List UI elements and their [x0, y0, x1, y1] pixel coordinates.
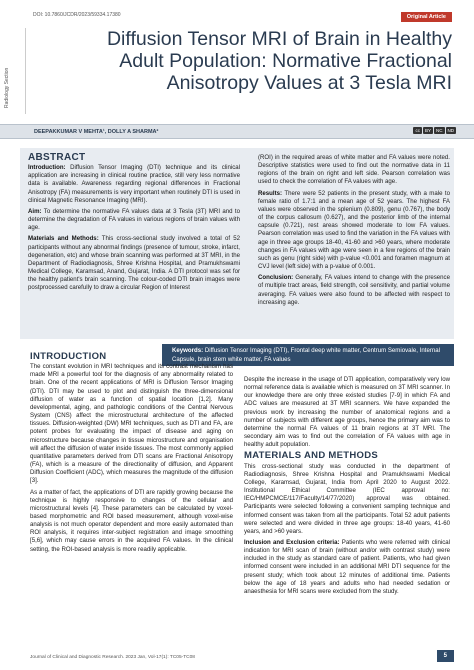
body-right-column	[244, 376, 450, 599]
paragraph-text: Diffusion Tensor Imaging (DTI) technique and its clinical application are increasing in clinical routine practice, still very less normative data is available. Awareness regarding regional differences in Fractional Anisotropy (FA) measurements is very important when routinely DTI is used in clinical Magnetic Resonance Imaging (MRI).	[28, 164, 240, 204]
page-number: 5	[437, 650, 454, 662]
title-line: Anisotropy Values at 3 Tesla MRI	[166, 72, 452, 94]
paragraph-text: Generally, FA values intend to change with the presence of multiple tract areas, field strength, coil sensitivity, and partial volume averaging. FA values were also found to be affected with respect to increasing age.	[258, 274, 450, 306]
abstract-paragraph	[258, 190, 450, 272]
author-bar	[0, 124, 474, 139]
body-paragraph: As a matter of fact, the applications of DTI are rapidly growing because the technique is highly responsive to changes of the cellular and microstructural levels [4]. These parameters can be calculated by voxel-based morphometric and ROI based measurement, although voxel-wise analysis is not much operator dependent and more easily automated than ROI analysis, it requires inter-subject registration and image smoothing [5,6], which may cause errors in the acquired FA values. In the clinical setting, the ROI-based analysis is more readily applicable.	[30, 488, 233, 553]
cc-icon: cc	[415, 128, 420, 133]
paragraph-text: This cross-sectional study was conducted in the department of Radiodiagnosis, Shree Krishna Hospital and Pramukhswami Medical College, Karamsad, Gujarat, India from April 2020 to August 2022. Institutional Ethical Committee (IEC approval no: IEC/HMPCMCE/117/Faculty/14/77/2020) approval was obtained. Participants were selected following a convenient sampling technique and informed consent was taken from all the participants. Total 52 adult patients were selected and were divided in three age groups: 18-40 years, 41-60 years, and >60 years.	[244, 462, 450, 535]
keywords-label: Keywords:	[172, 347, 204, 354]
abstract-paragraph	[28, 208, 240, 232]
paragraph-text: To determine the normative FA values data at 3 Tesla (3T) MRI and to determine the degradation of FA values in various regions of brain values with age.	[28, 207, 240, 232]
paragraph-label: Introduction:	[28, 164, 66, 172]
abstract-paragraph	[258, 274, 450, 307]
paragraph-label: Materials and Methods:	[28, 235, 99, 243]
doi-text: DOI: 10.7860/JCDR/2023/59334.17380	[33, 12, 121, 18]
section-label: Radiology Section	[4, 67, 10, 108]
abstract-left-column	[28, 154, 240, 296]
body-left-column	[30, 352, 233, 557]
paragraph-text: There were 52 patients in the present study, with a male to female ratio of 1.7:1 and a mean age of 52 years. The highest FA values were observed in the splenium (0.809), genu (0.767), the body of the corpus callosum (0.627), and the posterior limb of the internal capsule (0.721), rest areas showed moderate to low FA values. Pearson correlation was used to find the variation in the FA values with age in three age groups 18-40, 41-60 and >60 years, where moderate changes in FA values with age were seen in a few regions of the brain such as genu (right side) with p-value <0.001 and foramen magnum at CVJ level (left side) with a p-value of 0.001.	[258, 189, 450, 271]
nc-icon: NC	[436, 128, 443, 133]
methods-heading: MATERIALS AND METHODS	[244, 450, 379, 462]
journal-footer: Journal of Clinical and Diagnostic Research. 2023 Jan, Vol-17(1): TC05-TC08	[30, 655, 195, 660]
paragraph-label: Conclusion:	[258, 274, 294, 282]
paragraph-label: Aim:	[28, 207, 42, 215]
authors: DEEPAKKUMAR V MEHTA¹, DOLLY A SHARMA²	[34, 129, 159, 135]
introduction-heading: INTRODUCTION	[30, 351, 107, 362]
title-line: Adult Population: Normative Fractional	[119, 50, 452, 72]
paragraph-text: (ROI) in the required areas of white matter and FA values were noted. Descriptive statistics were used to find out the normative data in 11 regions of the brain on right and left side. Pearson correlation was used to check the correlation of FA values with age.	[258, 154, 450, 186]
section-tab	[0, 28, 26, 114]
keywords-text: Diffusion Tensor Imaging (DTI), Frontal deep white matter, Centrum Semiovale, Internal Capsule, brain stem white matter, FA values	[172, 347, 441, 363]
article-type-badge: Original Article	[401, 12, 452, 22]
paragraph-text: Patients who were referred with clinical indication for MRI scan of brain (without and/or with contrast study) were included in the study as standard care of patient. Patients, who had given informed consent were included in an additional MRI DTI sequence for the present study; which took about 12 minutes of additional time. Patients below the age of 18 years and adults who had needed sedation or anaesthesia for MRI scans were excluded from the study.	[244, 538, 450, 595]
body-paragraph	[244, 539, 450, 596]
abstract-paragraph	[28, 164, 240, 205]
nd-icon: ND	[447, 128, 454, 133]
by-icon: BY	[424, 128, 431, 133]
paragraph-text: This cross-sectional study involved a total of 52 participants without any abnormal findings (presence of tumour, stroke, infarct, degeneration, etc) and whose brain scanning was performed at 3T MRI, in the Department of Radiodiagnosis, Shree Krishna Hospital, and Pramukhswami Medical College, Karamsad, Anand, Gujarat, India. A DTI protocol was set for the healthy patient's brain scanning. The colour-coded DTI brain images were postprocessed carefully to draw a circular Region of Interest	[28, 235, 240, 292]
paragraph-label: Inclusion and Exclusion criteria:	[244, 538, 340, 546]
license-badge[interactable]	[413, 127, 456, 134]
title-line: Diffusion Tensor MRI of Brain in Healthy	[106, 28, 452, 50]
article-title	[60, 28, 452, 94]
abstract-right-column	[258, 154, 450, 310]
abstract-box	[20, 148, 454, 339]
abstract-heading: ABSTRACT	[28, 152, 86, 163]
abstract-paragraph	[28, 235, 240, 292]
body-paragraph: Despite the increase in the usage of DTI application, comparatively very low normal reference data is available which is measured on 3T MRI scanner. In our knowledge there are only three existed studies [7-9] in which FA and ADC values are measured at 3T MRI scanners. We have expanded the previous work by increasing the number of anatomical regions and a number of subjects with different age groups, hence the primary aim was to determine the normal FA values of 11 brain regions at 3T MRI. The secondary aim was to find out the correlation of FA values with age in healthy adult population.	[244, 376, 450, 449]
body-paragraph	[244, 463, 450, 536]
paragraph-label: Results:	[258, 189, 283, 197]
abstract-paragraph	[258, 154, 450, 187]
body-paragraph: The constant evolution in MRI techniques and its contrast mechanism has made MRI a powerful tool for the diagnosis of any abnormality related to brain. One of the recent applications of MRI is Diffusion Tensor Imaging (DTI). DTI may be used to plot and distinguish the three-dimensional diffusion of water as a function of spatial location [1,2]. Many developmental, aging, and pathologic conditions of the Central Nervous System (CNS) affect the microstructural architecture of the affected tissues. Diffusion-weighted (DW) MRI techniques, such as DTI and FA, are potent probes for evaluating the impact of disease and aging on microstructure because changes in tissue microstructure and organisation will affect the diffusion of water inside tissues. The most commonly applied quantitative parameters derived from DTI scans are Fractional Anisotropy (FA), which is a measure of the directionality of diffusion, and Apparent Diffusion Coefficient (ADC), which measures the magnitude of the diffusion [3].	[30, 363, 233, 485]
